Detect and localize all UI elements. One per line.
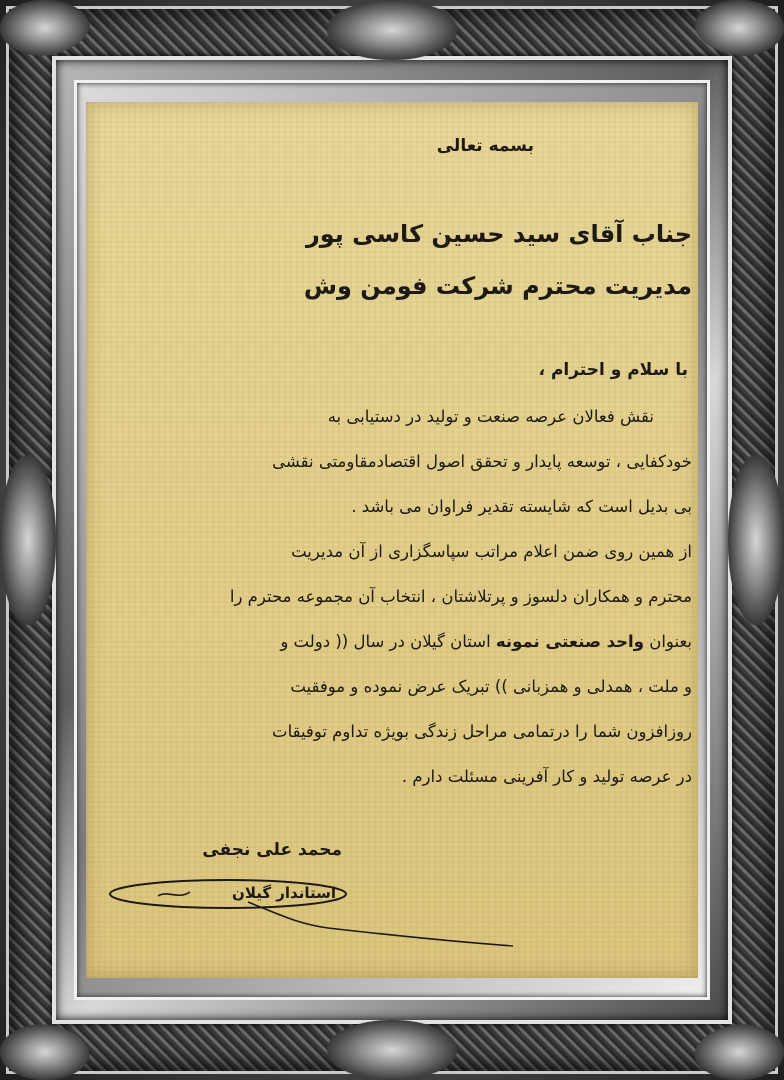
frame-right-ornament — [728, 455, 784, 625]
body-line: نقش فعالان عرصه صنعت و تولید در دستیابی به — [327, 407, 654, 426]
body-line: بی بدیل است که شایسته تقدیر فراوان می باشد . — [351, 497, 692, 516]
frame-top-ornament — [327, 0, 457, 60]
recipient-title: مدیریت محترم شرکت فومن وش — [303, 272, 692, 300]
award-title: واحد صنعتی نمونه — [495, 632, 644, 651]
body-text: بعنوان — [649, 632, 692, 651]
recipient-name: جناب آقای سید حسین کاسی پور — [305, 220, 692, 248]
signer-name: محمد علی نجفی — [202, 840, 342, 860]
body-line — [280, 632, 692, 651]
body-line: در عرصه تولید و کار آفرینی مسئلت دارم . — [401, 767, 692, 786]
greeting: با سلام و احترام ، — [538, 360, 688, 380]
signer-title: استاندار گیلان — [232, 884, 336, 902]
frame-left-ornament — [0, 455, 56, 625]
body-line: خودکفایی ، توسعه پایدار و تحقق اصول اقتصادمقاومتی نقشی — [272, 452, 692, 471]
body-line: و ملت ، همدلی و همزبانی )) تبریک عرض نموده و موفقیت — [290, 677, 692, 696]
invocation: بسمه تعالی — [436, 136, 534, 156]
body-text: استان گیلان در سال (( دولت و — [280, 632, 491, 651]
frame-bottom-ornament — [327, 1020, 457, 1080]
body-line: از همین روی ضمن اعلام مراتب سپاسگزاری از آن مدیریت — [291, 542, 692, 561]
body-line: روزافزون شما را درتمامی مراحل زندگی بویژه تداوم توفیقات — [272, 722, 692, 741]
letter-paper — [86, 102, 698, 978]
body-line: محترم و همکاران دلسوز و پرتلاشتان ، انتخاب آن مجموعه محترم را — [229, 587, 692, 606]
